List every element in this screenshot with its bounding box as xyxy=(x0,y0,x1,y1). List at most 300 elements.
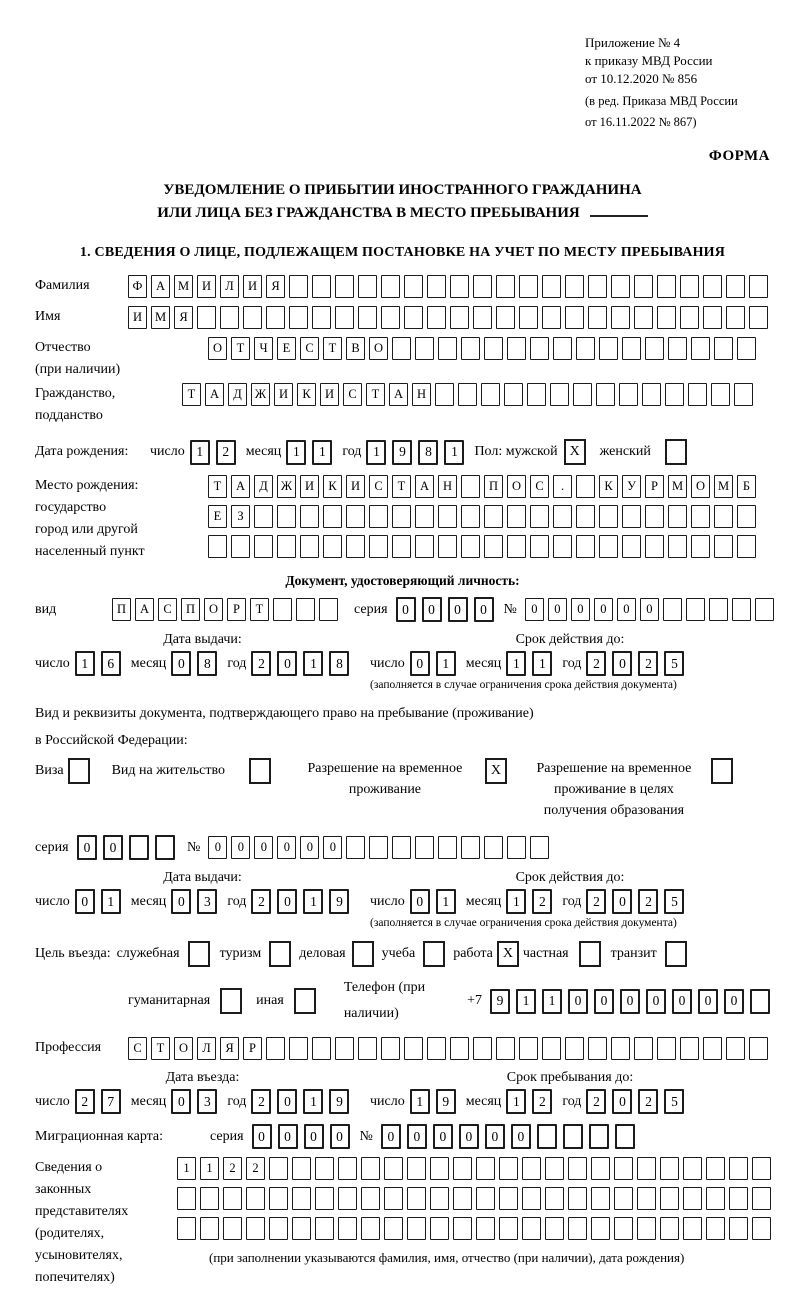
char-cell[interactable]: Т xyxy=(250,598,269,621)
char-cell[interactable] xyxy=(473,1037,492,1060)
purpose-transit-checkbox[interactable] xyxy=(665,941,687,967)
char-cell[interactable] xyxy=(415,337,434,360)
char-cell[interactable] xyxy=(458,383,477,406)
char-cell[interactable] xyxy=(680,1037,699,1060)
char-cell[interactable]: 0 xyxy=(277,651,297,676)
char-cell[interactable]: О xyxy=(208,337,227,360)
char-cell[interactable] xyxy=(568,1187,587,1210)
char-cell[interactable] xyxy=(323,505,342,528)
char-cell[interactable]: 8 xyxy=(418,440,438,465)
purpose-tourism-checkbox[interactable] xyxy=(269,941,291,967)
char-cell[interactable] xyxy=(680,275,699,298)
char-cell[interactable] xyxy=(481,383,500,406)
char-cell[interactable] xyxy=(530,505,549,528)
char-cell[interactable]: Е xyxy=(277,337,296,360)
char-cell[interactable]: Я xyxy=(266,275,285,298)
char-cell[interactable] xyxy=(714,535,733,558)
char-cell[interactable] xyxy=(599,505,618,528)
char-cell[interactable] xyxy=(461,836,480,859)
char-cell[interactable]: О xyxy=(204,598,223,621)
char-cell[interactable] xyxy=(565,1037,584,1060)
char-cell[interactable]: 6 xyxy=(101,651,121,676)
char-cell[interactable]: 9 xyxy=(436,1089,456,1114)
char-cell[interactable]: 0 xyxy=(323,836,342,859)
char-cell[interactable]: 0 xyxy=(304,1124,324,1149)
char-cell[interactable] xyxy=(453,1217,472,1240)
char-cell[interactable] xyxy=(711,383,730,406)
char-cell[interactable] xyxy=(545,1187,564,1210)
char-cell[interactable] xyxy=(220,306,239,329)
char-cell[interactable]: 0 xyxy=(231,836,250,859)
char-cell[interactable] xyxy=(381,275,400,298)
char-cell[interactable]: 0 xyxy=(396,597,416,622)
char-cell[interactable] xyxy=(522,1217,541,1240)
char-cell[interactable]: 0 xyxy=(77,835,97,860)
char-cell[interactable] xyxy=(545,1157,564,1180)
char-cell[interactable] xyxy=(461,535,480,558)
char-cell[interactable]: 0 xyxy=(277,889,297,914)
char-cell[interactable] xyxy=(312,1037,331,1060)
char-cell[interactable] xyxy=(392,337,411,360)
char-cell[interactable] xyxy=(537,1124,557,1149)
char-cell[interactable] xyxy=(573,383,592,406)
char-cell[interactable] xyxy=(680,306,699,329)
char-cell[interactable] xyxy=(231,535,250,558)
char-cell[interactable] xyxy=(269,1217,288,1240)
char-cell[interactable]: 0 xyxy=(381,1124,401,1149)
char-cell[interactable] xyxy=(591,1217,610,1240)
char-cell[interactable]: Н xyxy=(438,475,457,498)
char-cell[interactable]: 0 xyxy=(672,989,692,1014)
char-cell[interactable]: 2 xyxy=(638,1089,658,1114)
char-cell[interactable] xyxy=(438,337,457,360)
char-cell[interactable] xyxy=(504,383,523,406)
char-cell[interactable]: 9 xyxy=(329,1089,349,1114)
char-cell[interactable] xyxy=(269,1157,288,1180)
char-cell[interactable]: 1 xyxy=(410,1089,430,1114)
char-cell[interactable]: 1 xyxy=(303,651,323,676)
char-cell[interactable] xyxy=(550,383,569,406)
char-cell[interactable] xyxy=(392,535,411,558)
char-cell[interactable] xyxy=(129,835,149,860)
char-cell[interactable] xyxy=(346,535,365,558)
char-cell[interactable] xyxy=(530,337,549,360)
char-cell[interactable] xyxy=(427,306,446,329)
char-cell[interactable] xyxy=(507,337,526,360)
char-cell[interactable] xyxy=(415,836,434,859)
char-cell[interactable] xyxy=(663,598,682,621)
char-cell[interactable]: С xyxy=(158,598,177,621)
char-cell[interactable] xyxy=(507,836,526,859)
purpose-official-checkbox[interactable] xyxy=(188,941,210,967)
char-cell[interactable]: Л xyxy=(220,275,239,298)
purpose-private-checkbox[interactable] xyxy=(579,941,601,967)
char-cell[interactable] xyxy=(507,535,526,558)
char-cell[interactable]: Е xyxy=(208,505,227,528)
char-cell[interactable]: 0 xyxy=(612,651,632,676)
char-cell[interactable] xyxy=(292,1187,311,1210)
char-cell[interactable] xyxy=(381,1037,400,1060)
char-cell[interactable]: 1 xyxy=(516,989,536,1014)
char-cell[interactable] xyxy=(346,836,365,859)
char-cell[interactable]: Р xyxy=(243,1037,262,1060)
char-cell[interactable]: 0 xyxy=(594,989,614,1014)
char-cell[interactable]: А xyxy=(205,383,224,406)
char-cell[interactable] xyxy=(358,306,377,329)
char-cell[interactable] xyxy=(392,836,411,859)
char-cell[interactable]: А xyxy=(389,383,408,406)
char-cell[interactable]: 0 xyxy=(433,1124,453,1149)
char-cell[interactable]: 0 xyxy=(171,1089,191,1114)
char-cell[interactable]: 1 xyxy=(436,651,456,676)
char-cell[interactable] xyxy=(691,505,710,528)
char-cell[interactable]: 7 xyxy=(101,1089,121,1114)
char-cell[interactable]: Д xyxy=(228,383,247,406)
char-cell[interactable] xyxy=(657,275,676,298)
char-cell[interactable] xyxy=(542,275,561,298)
female-checkbox[interactable] xyxy=(665,439,687,465)
char-cell[interactable] xyxy=(709,598,728,621)
char-cell[interactable] xyxy=(266,1037,285,1060)
char-cell[interactable]: 1 xyxy=(101,889,121,914)
char-cell[interactable] xyxy=(438,505,457,528)
char-cell[interactable] xyxy=(519,306,538,329)
char-cell[interactable] xyxy=(358,1037,377,1060)
char-cell[interactable] xyxy=(461,505,480,528)
char-cell[interactable]: 2 xyxy=(638,651,658,676)
char-cell[interactable] xyxy=(476,1217,495,1240)
char-cell[interactable]: 0 xyxy=(485,1124,505,1149)
char-cell[interactable] xyxy=(243,306,262,329)
char-cell[interactable] xyxy=(657,1037,676,1060)
char-cell[interactable] xyxy=(289,1037,308,1060)
char-cell[interactable] xyxy=(266,306,285,329)
char-cell[interactable] xyxy=(611,1037,630,1060)
char-cell[interactable] xyxy=(246,1187,265,1210)
char-cell[interactable] xyxy=(615,1124,635,1149)
char-cell[interactable]: С xyxy=(343,383,362,406)
char-cell[interactable]: 0 xyxy=(594,598,613,621)
char-cell[interactable] xyxy=(461,337,480,360)
char-cell[interactable]: 0 xyxy=(459,1124,479,1149)
char-cell[interactable] xyxy=(381,306,400,329)
char-cell[interactable] xyxy=(289,275,308,298)
char-cell[interactable] xyxy=(522,1187,541,1210)
char-cell[interactable] xyxy=(208,535,227,558)
char-cell[interactable]: 0 xyxy=(724,989,744,1014)
char-cell[interactable] xyxy=(668,337,687,360)
char-cell[interactable]: 0 xyxy=(612,889,632,914)
char-cell[interactable] xyxy=(645,535,664,558)
char-cell[interactable] xyxy=(450,306,469,329)
char-cell[interactable]: 1 xyxy=(200,1157,219,1180)
char-cell[interactable]: 8 xyxy=(197,651,217,676)
char-cell[interactable] xyxy=(706,1217,725,1240)
char-cell[interactable] xyxy=(752,1157,771,1180)
char-cell[interactable] xyxy=(614,1217,633,1240)
char-cell[interactable]: 8 xyxy=(329,651,349,676)
char-cell[interactable] xyxy=(726,1037,745,1060)
char-cell[interactable]: Т xyxy=(182,383,201,406)
char-cell[interactable] xyxy=(269,1187,288,1210)
char-cell[interactable]: 0 xyxy=(620,989,640,1014)
char-cell[interactable]: 0 xyxy=(254,836,273,859)
char-cell[interactable]: 2 xyxy=(586,651,606,676)
char-cell[interactable] xyxy=(254,535,273,558)
char-cell[interactable]: 2 xyxy=(532,1089,552,1114)
char-cell[interactable] xyxy=(755,598,774,621)
char-cell[interactable] xyxy=(484,505,503,528)
char-cell[interactable] xyxy=(732,598,751,621)
char-cell[interactable]: Ф xyxy=(128,275,147,298)
char-cell[interactable] xyxy=(392,505,411,528)
char-cell[interactable]: И xyxy=(197,275,216,298)
char-cell[interactable] xyxy=(749,1037,768,1060)
char-cell[interactable]: 0 xyxy=(548,598,567,621)
char-cell[interactable] xyxy=(706,1187,725,1210)
char-cell[interactable]: 0 xyxy=(171,651,191,676)
char-cell[interactable]: . xyxy=(553,475,572,498)
char-cell[interactable]: Л xyxy=(197,1037,216,1060)
char-cell[interactable]: 0 xyxy=(277,836,296,859)
char-cell[interactable] xyxy=(642,383,661,406)
char-cell[interactable] xyxy=(750,989,770,1014)
char-cell[interactable] xyxy=(591,1157,610,1180)
char-cell[interactable]: 1 xyxy=(303,889,323,914)
char-cell[interactable] xyxy=(319,598,338,621)
temporary-residence-checkbox[interactable]: X xyxy=(485,758,507,784)
char-cell[interactable]: З xyxy=(231,505,250,528)
char-cell[interactable] xyxy=(749,275,768,298)
char-cell[interactable] xyxy=(476,1187,495,1210)
char-cell[interactable]: 0 xyxy=(568,989,588,1014)
char-cell[interactable] xyxy=(660,1157,679,1180)
char-cell[interactable]: С xyxy=(530,475,549,498)
char-cell[interactable]: 9 xyxy=(329,889,349,914)
char-cell[interactable]: 0 xyxy=(525,598,544,621)
char-cell[interactable] xyxy=(645,505,664,528)
char-cell[interactable] xyxy=(519,275,538,298)
char-cell[interactable]: И xyxy=(243,275,262,298)
char-cell[interactable] xyxy=(296,598,315,621)
char-cell[interactable]: И xyxy=(346,475,365,498)
char-cell[interactable] xyxy=(484,535,503,558)
purpose-study-checkbox[interactable] xyxy=(423,941,445,967)
char-cell[interactable] xyxy=(499,1187,518,1210)
char-cell[interactable] xyxy=(473,275,492,298)
char-cell[interactable] xyxy=(338,1217,357,1240)
char-cell[interactable] xyxy=(660,1187,679,1210)
char-cell[interactable]: Н xyxy=(412,383,431,406)
char-cell[interactable]: 1 xyxy=(506,889,526,914)
char-cell[interactable] xyxy=(565,306,584,329)
visa-checkbox[interactable] xyxy=(68,758,90,784)
char-cell[interactable] xyxy=(335,275,354,298)
char-cell[interactable]: 0 xyxy=(407,1124,427,1149)
char-cell[interactable] xyxy=(450,275,469,298)
char-cell[interactable]: 3 xyxy=(197,1089,217,1114)
char-cell[interactable] xyxy=(277,535,296,558)
char-cell[interactable] xyxy=(312,306,331,329)
char-cell[interactable] xyxy=(292,1217,311,1240)
char-cell[interactable] xyxy=(430,1157,449,1180)
char-cell[interactable] xyxy=(496,306,515,329)
char-cell[interactable] xyxy=(565,275,584,298)
char-cell[interactable]: Я xyxy=(174,306,193,329)
char-cell[interactable] xyxy=(315,1157,334,1180)
char-cell[interactable] xyxy=(688,383,707,406)
char-cell[interactable] xyxy=(430,1217,449,1240)
char-cell[interactable]: 0 xyxy=(208,836,227,859)
char-cell[interactable] xyxy=(737,535,756,558)
char-cell[interactable] xyxy=(338,1187,357,1210)
char-cell[interactable] xyxy=(686,598,705,621)
char-cell[interactable] xyxy=(438,836,457,859)
char-cell[interactable]: Т xyxy=(151,1037,170,1060)
char-cell[interactable] xyxy=(691,337,710,360)
char-cell[interactable] xyxy=(553,337,572,360)
char-cell[interactable] xyxy=(453,1157,472,1180)
char-cell[interactable]: 2 xyxy=(532,889,552,914)
char-cell[interactable] xyxy=(484,337,503,360)
char-cell[interactable]: 0 xyxy=(75,889,95,914)
char-cell[interactable]: М xyxy=(714,475,733,498)
char-cell[interactable] xyxy=(703,1037,722,1060)
char-cell[interactable] xyxy=(634,275,653,298)
char-cell[interactable] xyxy=(545,1217,564,1240)
char-cell[interactable] xyxy=(530,836,549,859)
char-cell[interactable]: И xyxy=(300,475,319,498)
purpose-work-checkbox[interactable]: X xyxy=(497,941,519,967)
char-cell[interactable] xyxy=(453,1187,472,1210)
char-cell[interactable]: 1 xyxy=(75,651,95,676)
char-cell[interactable]: 2 xyxy=(216,440,236,465)
char-cell[interactable]: 1 xyxy=(444,440,464,465)
char-cell[interactable] xyxy=(335,1037,354,1060)
char-cell[interactable] xyxy=(200,1217,219,1240)
char-cell[interactable] xyxy=(553,505,572,528)
char-cell[interactable] xyxy=(273,598,292,621)
char-cell[interactable] xyxy=(542,306,561,329)
char-cell[interactable] xyxy=(438,535,457,558)
char-cell[interactable] xyxy=(197,306,216,329)
char-cell[interactable] xyxy=(588,306,607,329)
char-cell[interactable]: 2 xyxy=(223,1157,242,1180)
char-cell[interactable] xyxy=(614,1187,633,1210)
char-cell[interactable] xyxy=(576,337,595,360)
char-cell[interactable]: Т xyxy=(323,337,342,360)
char-cell[interactable]: Т xyxy=(366,383,385,406)
char-cell[interactable] xyxy=(703,275,722,298)
char-cell[interactable] xyxy=(542,1037,561,1060)
char-cell[interactable] xyxy=(553,535,572,558)
char-cell[interactable] xyxy=(361,1157,380,1180)
char-cell[interactable]: М xyxy=(151,306,170,329)
char-cell[interactable]: 0 xyxy=(277,1089,297,1114)
char-cell[interactable]: И xyxy=(274,383,293,406)
char-cell[interactable]: О xyxy=(507,475,526,498)
char-cell[interactable] xyxy=(522,1157,541,1180)
char-cell[interactable] xyxy=(407,1187,426,1210)
char-cell[interactable] xyxy=(729,1217,748,1240)
char-cell[interactable]: 1 xyxy=(506,1089,526,1114)
char-cell[interactable] xyxy=(361,1187,380,1210)
char-cell[interactable] xyxy=(177,1217,196,1240)
char-cell[interactable]: Я xyxy=(220,1037,239,1060)
char-cell[interactable] xyxy=(427,275,446,298)
char-cell[interactable]: 1 xyxy=(286,440,306,465)
char-cell[interactable] xyxy=(622,337,641,360)
char-cell[interactable]: 3 xyxy=(197,889,217,914)
char-cell[interactable] xyxy=(611,306,630,329)
char-cell[interactable] xyxy=(404,306,423,329)
char-cell[interactable]: 1 xyxy=(366,440,386,465)
char-cell[interactable] xyxy=(683,1157,702,1180)
char-cell[interactable]: 0 xyxy=(646,989,666,1014)
char-cell[interactable] xyxy=(155,835,175,860)
char-cell[interactable] xyxy=(737,505,756,528)
char-cell[interactable]: В xyxy=(346,337,365,360)
char-cell[interactable] xyxy=(576,475,595,498)
char-cell[interactable] xyxy=(292,1157,311,1180)
char-cell[interactable] xyxy=(668,505,687,528)
char-cell[interactable] xyxy=(404,1037,423,1060)
char-cell[interactable] xyxy=(563,1124,583,1149)
char-cell[interactable]: Т xyxy=(208,475,227,498)
char-cell[interactable]: Р xyxy=(227,598,246,621)
char-cell[interactable] xyxy=(223,1217,242,1240)
char-cell[interactable] xyxy=(714,505,733,528)
char-cell[interactable] xyxy=(358,275,377,298)
char-cell[interactable] xyxy=(254,505,273,528)
char-cell[interactable] xyxy=(484,836,503,859)
char-cell[interactable]: 0 xyxy=(698,989,718,1014)
char-cell[interactable]: М xyxy=(668,475,687,498)
char-cell[interactable] xyxy=(665,383,684,406)
char-cell[interactable] xyxy=(726,306,745,329)
char-cell[interactable] xyxy=(634,1037,653,1060)
char-cell[interactable] xyxy=(499,1217,518,1240)
char-cell[interactable] xyxy=(683,1187,702,1210)
char-cell[interactable] xyxy=(384,1187,403,1210)
char-cell[interactable] xyxy=(691,535,710,558)
char-cell[interactable]: М xyxy=(174,275,193,298)
char-cell[interactable] xyxy=(315,1187,334,1210)
char-cell[interactable] xyxy=(496,275,515,298)
char-cell[interactable]: 0 xyxy=(171,889,191,914)
char-cell[interactable] xyxy=(726,275,745,298)
char-cell[interactable]: 1 xyxy=(532,651,552,676)
char-cell[interactable] xyxy=(734,383,753,406)
char-cell[interactable] xyxy=(369,505,388,528)
char-cell[interactable] xyxy=(645,337,664,360)
char-cell[interactable] xyxy=(338,1157,357,1180)
char-cell[interactable] xyxy=(599,337,618,360)
purpose-other-checkbox[interactable] xyxy=(294,988,316,1014)
char-cell[interactable] xyxy=(714,337,733,360)
char-cell[interactable]: 1 xyxy=(303,1089,323,1114)
char-cell[interactable]: Ч xyxy=(254,337,273,360)
char-cell[interactable] xyxy=(404,275,423,298)
char-cell[interactable] xyxy=(576,505,595,528)
char-cell[interactable] xyxy=(496,1037,515,1060)
char-cell[interactable]: П xyxy=(112,598,131,621)
char-cell[interactable]: А xyxy=(135,598,154,621)
char-cell[interactable] xyxy=(622,505,641,528)
char-cell[interactable]: С xyxy=(300,337,319,360)
char-cell[interactable]: 5 xyxy=(664,1089,684,1114)
char-cell[interactable] xyxy=(323,535,342,558)
